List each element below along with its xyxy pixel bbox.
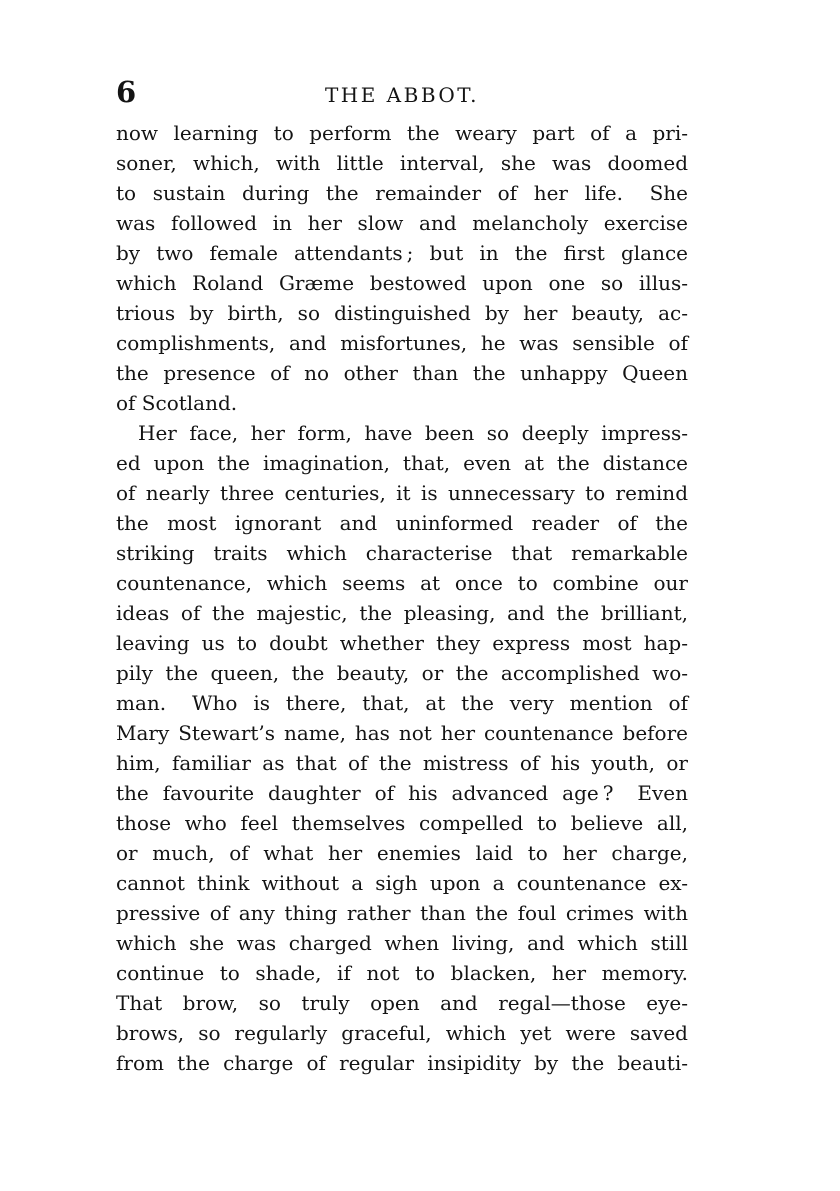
text-block	[116, 75, 688, 1078]
text-line: soner, which, with little interval, she was doomed	[116, 151, 688, 175]
text-line: those who feel themselves compelled to believe all,	[116, 811, 688, 835]
text-line: of nearly three centuries, it is unnecessary to remind	[116, 481, 688, 505]
text-line: him, familiar as that of the mistress of his youth, or	[116, 751, 688, 775]
body-text	[116, 118, 688, 1078]
text-line: cannot think without a sigh upon a countenance ex-	[116, 871, 688, 895]
text-line: man. Who is there, that, at the very mention of	[116, 691, 688, 715]
text-line: of Scotland.	[116, 391, 238, 415]
text-line: was followed in her slow and melancholy exercise	[116, 211, 688, 235]
text-line: to sustain during the remainder of her life. She	[116, 181, 688, 205]
text-line: trious by birth, so distinguished by her beauty, ac-	[116, 301, 688, 325]
text-line: now learning to perform the weary part of a pri-	[116, 121, 688, 145]
text-line: Her face, her form, have been so deeply impress-	[138, 421, 688, 445]
text-line: striking traits which characterise that remarkable	[116, 541, 688, 565]
text-line: which she was charged when living, and which still	[116, 931, 688, 955]
text-line: continue to shade, if not to blacken, her memory.	[116, 961, 688, 985]
text-line: the presence of no other than the unhappy Queen	[116, 361, 688, 385]
text-line: Mary Stewart’s name, has not her countenance before	[116, 721, 688, 745]
text-line: That brow, so truly open and regal—those eye-	[116, 991, 688, 1015]
text-line: the favourite daughter of his advanced age ? Even	[116, 781, 688, 805]
text-line: ed upon the imagination, that, even at the distance	[116, 451, 688, 475]
text-line: which Roland Græme bestowed upon one so illus-	[116, 271, 688, 295]
text-line: complishments, and misfortunes, he was sensible of	[116, 331, 688, 355]
text-line: brows, so regularly graceful, which yet were saved	[116, 1021, 688, 1045]
text-line: from the charge of regular insipidity by the beauti-	[116, 1051, 688, 1075]
text-line: leaving us to doubt whether they express most hap-	[116, 631, 688, 655]
running-title: THE ABBOT.	[324, 83, 480, 107]
text-line: the most ignorant and uninformed reader of the	[116, 511, 688, 535]
text-line: ideas of the majestic, the pleasing, and the brilliant,	[116, 601, 688, 625]
page-number: 6	[116, 75, 137, 109]
page-header	[116, 75, 688, 118]
text-line: pressive of any thing rather than the foul crimes with	[116, 901, 688, 925]
text-line: by two female attendants ; but in the first glance	[116, 241, 688, 265]
text-line: or much, of what her enemies laid to her charge,	[116, 841, 688, 865]
text-line: pily the queen, the beauty, or the accomplished wo-	[116, 661, 688, 685]
text-line: countenance, which seems at once to combine our	[116, 571, 688, 595]
